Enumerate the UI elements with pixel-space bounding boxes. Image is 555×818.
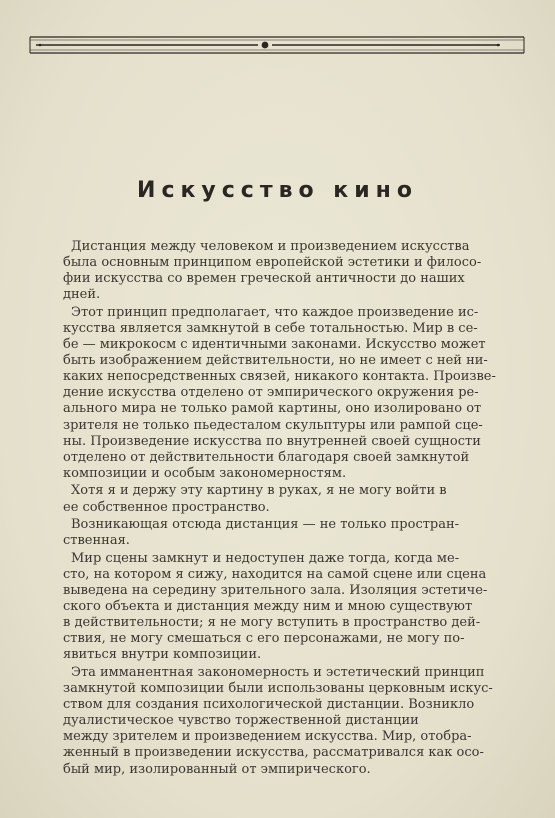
article-body (63, 239, 503, 779)
text-line: дение искусства отделено от эмпирического окружения ре- (63, 385, 479, 401)
text-line: ального мира не только рамой картины, оно изолировано от (63, 401, 482, 417)
text-line: отделено от действительности благодаря своей замкнутой (63, 449, 470, 465)
paragraph (63, 483, 503, 515)
text-line: явиться внутри композиции. (63, 647, 262, 663)
text-line: бе — микрокосм с идентичными законами. Искусство может (63, 337, 486, 353)
page-title: Искусство кино (137, 178, 418, 203)
text-line: Дистанция между человеком и произведением искусства (71, 239, 470, 254)
paragraph (63, 305, 503, 482)
text-line: фии искусства со времен греческой античности до наших (63, 271, 465, 287)
text-line: Возникающая отсюда дистанция — не только простран- (71, 517, 460, 533)
text-line: кусства является замкнутой в себе тотальностью. Мир в се- (63, 320, 478, 336)
text-line: ского объекта и дистанция между ним и мною существуют (63, 599, 473, 615)
text-line: зрителя не только пьедесталом скульптуры или рампой сце- (63, 417, 483, 433)
text-line: замкнутой композиции были использованы церковным искус- (63, 681, 493, 697)
text-line: ством для создания психологической дистанции. Возникло (63, 697, 475, 713)
text-line: ее собственное пространство. (63, 499, 270, 515)
text-line: дней. (63, 287, 101, 303)
header-ornament (0, 0, 555, 80)
paragraph (63, 665, 503, 778)
text-line: ны. Произведение искусства по внутренней своей сущности (63, 433, 481, 449)
text-line: бый мир, изолированный от эмпирического. (63, 761, 371, 777)
text-line: ственная. (63, 533, 130, 549)
text-line: Хотя я и держу эту картину в руках, я не могу войти в (71, 483, 447, 499)
text-line: Эта имманентная закономерность и эстетический принцип (71, 664, 485, 680)
text-line: быть изображением действительности, но не имеет с ней ни- (63, 353, 488, 369)
text-line: ствия, не могу смешаться с его персонажами, не могу по- (63, 631, 465, 647)
text-line: композиции и особым закономерностям. (63, 465, 347, 481)
text-line: Мир сцены замкнут и недоступен даже тогда, когда ме- (71, 550, 460, 566)
text-line: каких непосредственных связей, никакого контакта. Произве- (63, 369, 496, 385)
text-line: выведена на середину зрительного зала. Изоляция эстетиче- (63, 582, 488, 598)
text-line: между зрителем и произведением искусства. Мир, отобра- (63, 729, 472, 745)
text-line: Этот принцип предполагает, что каждое произведение ис- (71, 304, 479, 320)
paragraph (63, 239, 503, 303)
paragraph (63, 551, 503, 664)
paragraph (63, 517, 503, 549)
text-line: в действительности; я не могу вступить в пространство дей- (63, 615, 481, 631)
text-line: дуалистическое чувство торжественной дистанции (63, 713, 419, 729)
text-line: женный в произведении искусства, рассматривался как осо- (63, 745, 484, 761)
text-line: сто, на котором я сижу, находится на самой сцене или сцена (63, 566, 487, 582)
text-line: была основным принципом европейской эстетики и филосо- (63, 255, 482, 271)
